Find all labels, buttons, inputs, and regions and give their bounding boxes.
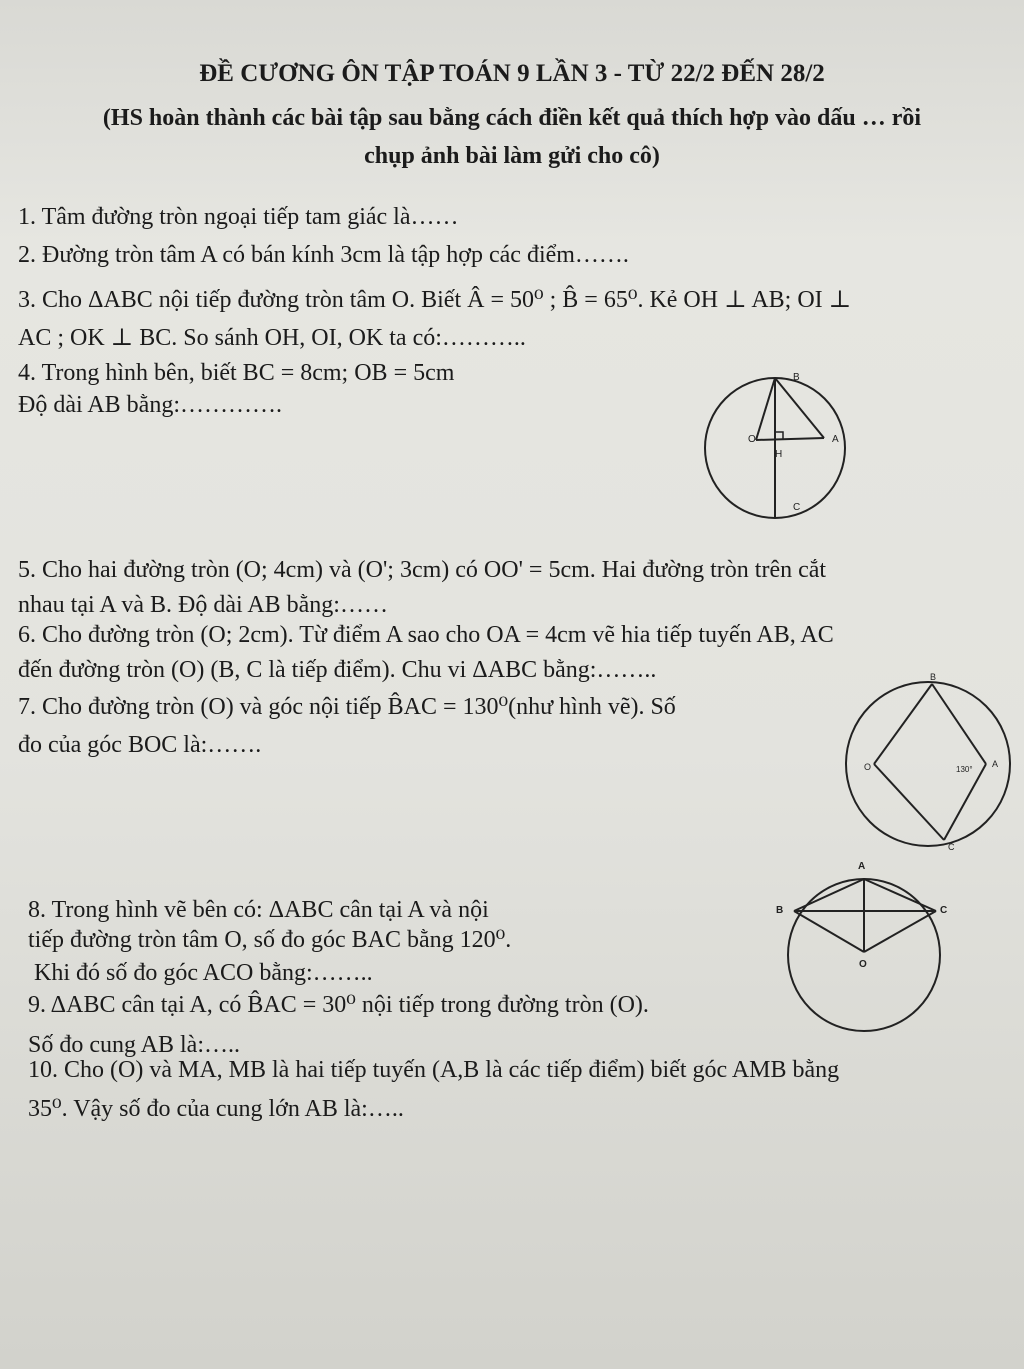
fig4-right-angle-mark — [775, 432, 783, 439]
fig8-label-o: O — [859, 959, 867, 970]
question-2: 2. Đường tròn tâm A có bán kính 3cm là tập hợp các điểm……. — [18, 242, 629, 268]
page-title: ĐỀ CƯƠNG ÔN TẬP TOÁN 9 LẦN 3 - TỪ 22/2 ĐẾN 28/2 — [199, 60, 825, 87]
question-4-line-2: Độ dài AB bằng:…………. — [18, 392, 282, 418]
question-7-line-1: 7. Cho đường tròn (O) và góc nội tiếp B̂AC = 130⁰(như hình vẽ). Số — [18, 694, 676, 720]
question-6-line-1: 6. Cho đường tròn (O; 2cm). Từ điểm A sao cho OA = 4cm vẽ hia tiếp tuyến AB, AC — [18, 622, 834, 648]
fig7-label-b: B — [930, 672, 937, 682]
question-3-line-1: 3. Cho ΔABC nội tiếp đường tròn tâm O. Biết Â = 50⁰ ; B̂ = 65⁰. Kẻ OH ⊥ AB; OI ⊥ — [18, 287, 852, 313]
question-4-line-1: 4. Trong hình bên, biết BC = 8cm; OB = 5cm — [18, 360, 455, 386]
fig4-label-a: A — [832, 434, 839, 445]
question-8-line-2: tiếp đường tròn tâm O, số đo góc BAC bằng 120⁰. — [28, 927, 512, 953]
fig7-label-o: O — [864, 762, 872, 772]
question-7-line-2: đo của góc BOC là:……. — [18, 732, 262, 758]
fig4-label-b: B — [793, 372, 800, 383]
question-6-line-2: đến đường tròn (O) (B, C là tiếp điểm). Chu vi ΔABC bằng:…….. — [18, 657, 657, 683]
question-9-line-1: 9. ΔABC cân tại A, có B̂AC = 30⁰ nội tiếp trong đường tròn (O). — [28, 992, 649, 1018]
fig8-label-a: A — [858, 861, 866, 872]
fig8-line-co — [864, 911, 936, 952]
question-1: 1. Tâm đường tròn ngoại tiếp tam giác là…… — [18, 204, 459, 230]
fig7-label-a: A — [992, 759, 999, 769]
figure-question-4 — [690, 360, 860, 530]
fig8-line-bo — [794, 911, 864, 952]
fig7-label-c: C — [948, 842, 955, 852]
fig4-line-oa — [756, 438, 824, 440]
fig4-line-bo — [756, 378, 775, 440]
fig8-label-b: B — [776, 905, 784, 916]
fig8-label-c: C — [940, 905, 948, 916]
fig4-label-h: H — [775, 449, 783, 460]
question-8-line-3: Khi đó số đo góc ACO bằng:…….. — [34, 960, 373, 986]
question-10-line-1: 10. Cho (O) và MA, MB là hai tiếp tuyến (A,B là các tiếp điểm) biết góc AMB bằng — [28, 1057, 840, 1083]
fig4-label-o: O — [748, 434, 756, 445]
question-3-line-2: AC ; OK ⊥ BC. So sánh OH, OI, OK ta có:……….. — [18, 325, 526, 351]
fig4-line-ba — [775, 378, 824, 438]
fig7-angle-label: 130° — [956, 765, 973, 774]
question-8-line-1: 8. Trong hình vẽ bên có: ΔABC cân tại A và nội — [28, 897, 489, 923]
figure-question-7 — [820, 672, 1020, 857]
fig7-line-oc — [874, 764, 944, 840]
fig7-line-ba — [932, 684, 986, 764]
question-10-line-2: 35⁰. Vậy số đo của cung lớn AB là:….. — [28, 1096, 404, 1122]
instruction-line-1: (HS hoàn thành các bài tập sau bằng cách điền kết quả thích hợp vào dấu … rồi — [102, 105, 922, 131]
instruction-line-2: chụp ảnh bài làm gửi cho cô) — [364, 143, 660, 169]
question-5-line-2: nhau tại A và B. Độ dài AB bằng:…… — [18, 592, 388, 618]
fig4-label-c: C — [793, 502, 801, 513]
question-5-line-1: 5. Cho hai đường tròn (O; 4cm) và (O'; 3cm) có OO' = 5cm. Hai đường tròn trên cắt — [18, 557, 827, 583]
fig8-line-ab — [794, 879, 864, 911]
fig8-line-ac — [864, 879, 936, 911]
figure-question-8 — [770, 855, 960, 1040]
question-9-line-2: Số đo cung AB là:….. — [28, 1032, 241, 1058]
